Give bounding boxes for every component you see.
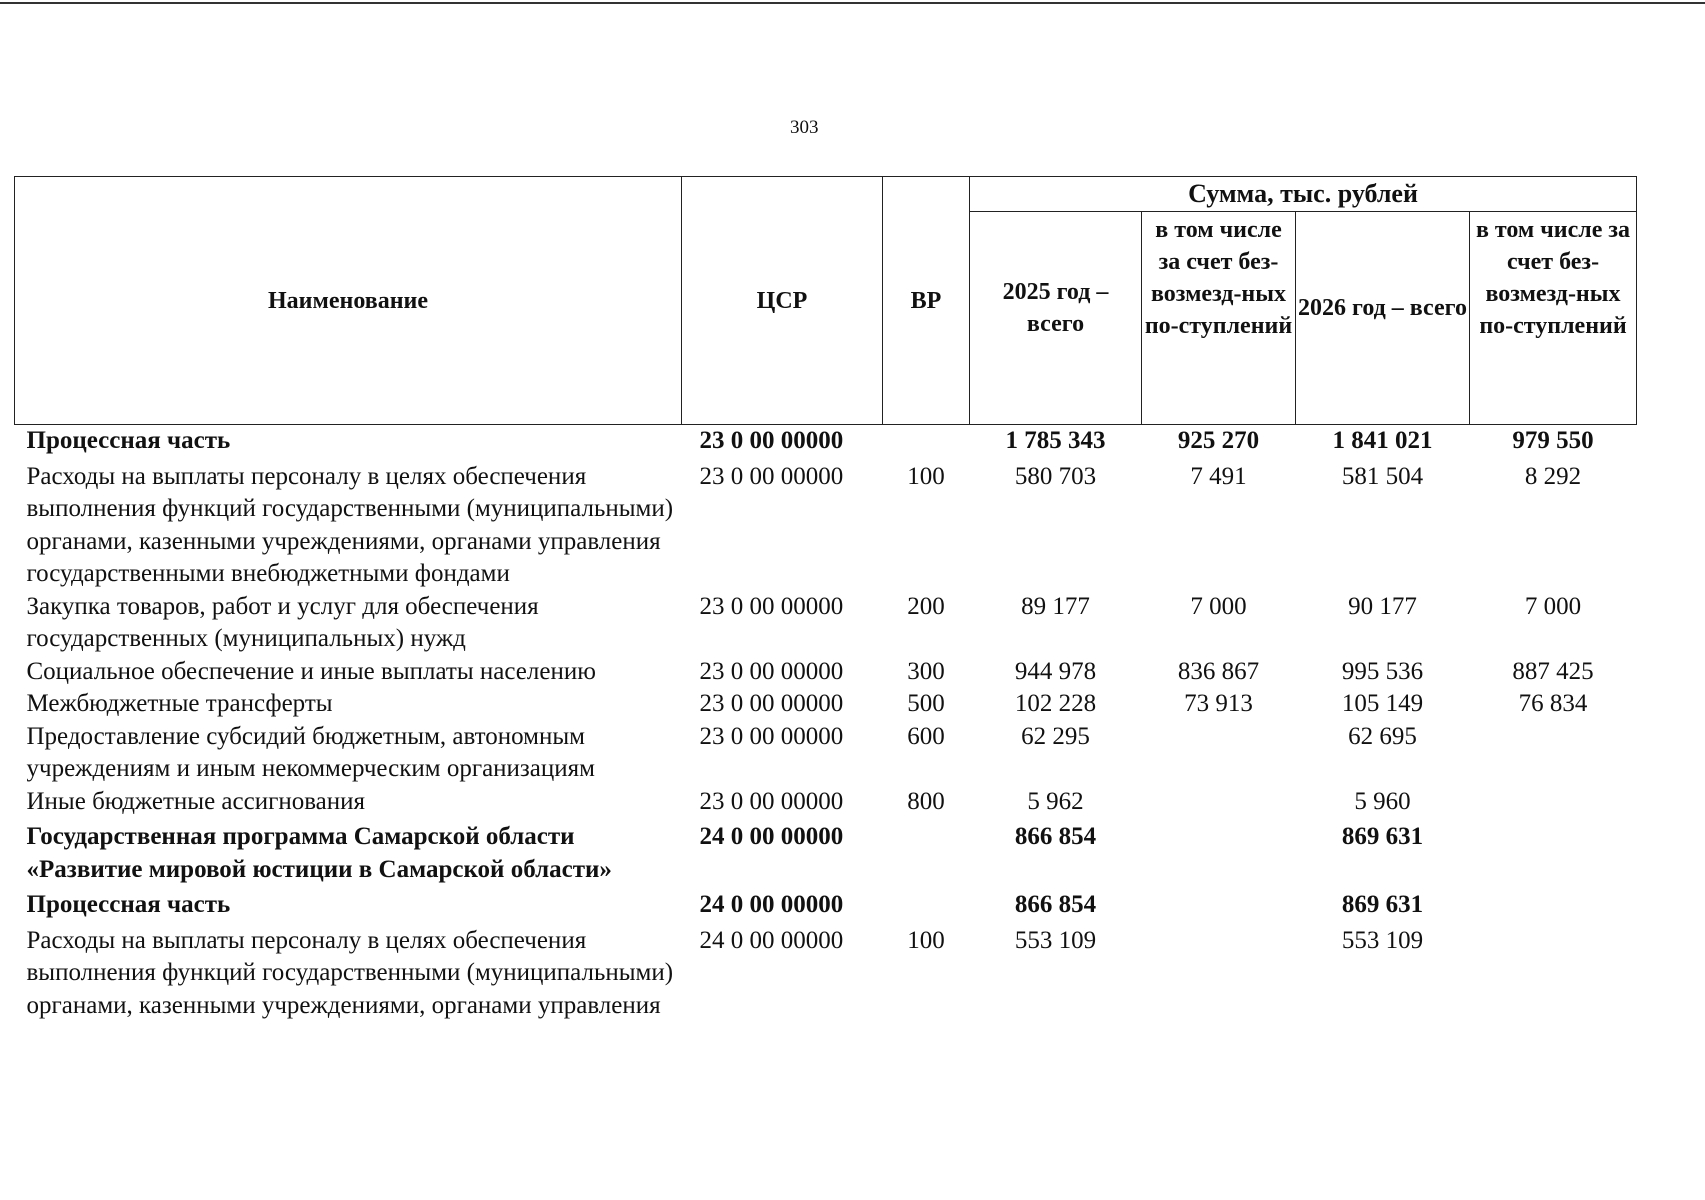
top-rule (0, 2, 1705, 4)
row-2026-gratuitous (1470, 721, 1637, 786)
row-2025-gratuitous (1142, 922, 1296, 1023)
row-2025-total: 62 295 (1021, 722, 1090, 750)
row-vr-code (883, 886, 970, 922)
row-name: Иные бюджетные ассигнования (26, 787, 366, 815)
row-2026-total: 869 631 (1341, 823, 1424, 850)
row-vr-code: 500 (907, 690, 945, 717)
row-2025-total: 102 228 (1014, 690, 1097, 717)
table-row (15, 818, 1637, 886)
row-vr-code: 600 (907, 722, 945, 750)
header-2025-total: 2025 год – всего (970, 212, 1142, 425)
row-2026-total: 62 695 (1348, 722, 1417, 750)
header-sum-group: Сумма, тыс. рублей (970, 177, 1637, 212)
row-2025-total: 5 962 (1027, 787, 1084, 815)
row-2025-gratuitous: 7 491 (1190, 462, 1247, 490)
row-2026-gratuitous: 8 292 (1524, 462, 1582, 490)
row-2025-total: 89 177 (1021, 592, 1090, 620)
table-row (15, 922, 1637, 1023)
table-header (15, 177, 1637, 425)
page-number: 303 (790, 117, 819, 138)
row-name: Расходы на выплаты персоналу в целях обеспечения выполнения функций государственными (муниципальными) органами, казенными учреждениями, органами управления (26, 926, 674, 1019)
row-2026-gratuitous: 76 834 (1518, 690, 1588, 717)
row-2026-total: 581 504 (1341, 462, 1424, 490)
row-vr-code (883, 425, 970, 458)
row-name: Межбюджетные трансферты (26, 690, 333, 717)
row-name: Закупка товаров, работ и услуг для обеспечения государственных (муниципальных) нужд (26, 592, 539, 652)
row-2026-gratuitous: 979 550 (1512, 427, 1594, 454)
row-vr-code: 100 (907, 926, 945, 954)
row-2026-gratuitous (1470, 922, 1637, 1023)
row-name: Социальное обеспечение и иные выплаты населению (26, 657, 596, 685)
row-2026-total: 5 960 (1354, 787, 1411, 815)
row-2025-gratuitous (1142, 818, 1296, 886)
header-row-top (15, 177, 1637, 212)
table-row (15, 591, 1637, 656)
row-2025-gratuitous: 925 270 (1177, 427, 1260, 454)
row-csr-code: 23 0 00 00000 (699, 722, 844, 750)
row-name: Расходы на выплаты персоналу в целях обеспечения выполнения функций государственными (муниципальными) органами, казенными учреждениями, органами управления государственными внебюджетными фондами (26, 462, 674, 587)
row-csr-code: 23 0 00 00000 (699, 427, 844, 454)
row-csr-code: 23 0 00 00000 (699, 592, 844, 620)
row-csr-code: 23 0 00 00000 (699, 690, 844, 717)
row-vr-code: 200 (907, 592, 945, 620)
header-vr: ВР (883, 177, 970, 425)
row-vr-code: 300 (907, 657, 945, 685)
row-2026-total: 1 841 021 (1332, 427, 1433, 454)
row-vr-code: 100 (907, 462, 945, 490)
row-2026-total: 995 536 (1341, 657, 1424, 685)
header-name: Наименование (15, 177, 682, 425)
row-vr-code: 800 (907, 787, 945, 815)
row-csr-code: 24 0 00 00000 (699, 926, 844, 954)
row-2025-total: 866 854 (1014, 891, 1097, 918)
row-name: Предоставление субсидий бюджетным, автономным учреждениям и иным некоммерческим организациям (26, 722, 595, 782)
row-2025-total: 553 109 (1014, 926, 1097, 954)
table-row (15, 688, 1637, 721)
row-2026-total: 869 631 (1341, 891, 1424, 918)
row-2025-gratuitous: 73 913 (1184, 690, 1253, 717)
row-csr-code: 23 0 00 00000 (699, 787, 844, 815)
table-row (15, 886, 1637, 922)
row-name: Процессная часть (26, 891, 231, 918)
table-body (15, 425, 1637, 1023)
row-csr-code: 24 0 00 00000 (699, 823, 844, 850)
header-2026-total: 2026 год – всего (1296, 212, 1470, 425)
table-row (15, 656, 1637, 689)
row-2026-gratuitous (1470, 818, 1637, 886)
row-2025-gratuitous: 836 867 (1177, 657, 1260, 685)
budget-table (14, 176, 1637, 1022)
row-2026-total: 553 109 (1341, 926, 1424, 954)
table-row (15, 721, 1637, 786)
row-2026-total: 90 177 (1348, 592, 1417, 620)
row-2025-gratuitous (1142, 786, 1296, 819)
table-row (15, 458, 1637, 591)
row-2026-gratuitous: 887 425 (1512, 657, 1594, 685)
row-2026-gratuitous (1470, 886, 1637, 922)
row-2026-gratuitous: 7 000 (1524, 592, 1582, 620)
header-2026-gratuitous: в том числе за счет без-возмезд-ных по-ступлений (1470, 212, 1637, 425)
row-2025-total: 944 978 (1014, 657, 1097, 685)
row-name: Государственная программа Самарской области «Развитие мировой юстиции в Самарской области» (26, 823, 612, 883)
row-2025-total: 1 785 343 (1005, 427, 1106, 454)
row-name: Процессная часть (26, 427, 231, 454)
header-csr: ЦСР (682, 177, 883, 425)
row-2026-gratuitous (1470, 786, 1637, 819)
row-2026-total: 105 149 (1341, 690, 1424, 717)
row-csr-code: 24 0 00 00000 (699, 891, 844, 918)
row-2025-total: 866 854 (1014, 823, 1097, 850)
row-2025-gratuitous (1142, 721, 1296, 786)
row-2025-total: 580 703 (1014, 462, 1097, 490)
row-2025-gratuitous (1142, 886, 1296, 922)
table-row (15, 786, 1637, 819)
row-vr-code (883, 818, 970, 886)
header-2025-gratuitous: в том числе за счет без-возмезд-ных по-ступлений (1142, 212, 1296, 425)
table-row (15, 425, 1637, 458)
row-csr-code: 23 0 00 00000 (699, 657, 844, 685)
row-2025-gratuitous: 7 000 (1190, 592, 1247, 620)
row-csr-code: 23 0 00 00000 (699, 462, 844, 490)
